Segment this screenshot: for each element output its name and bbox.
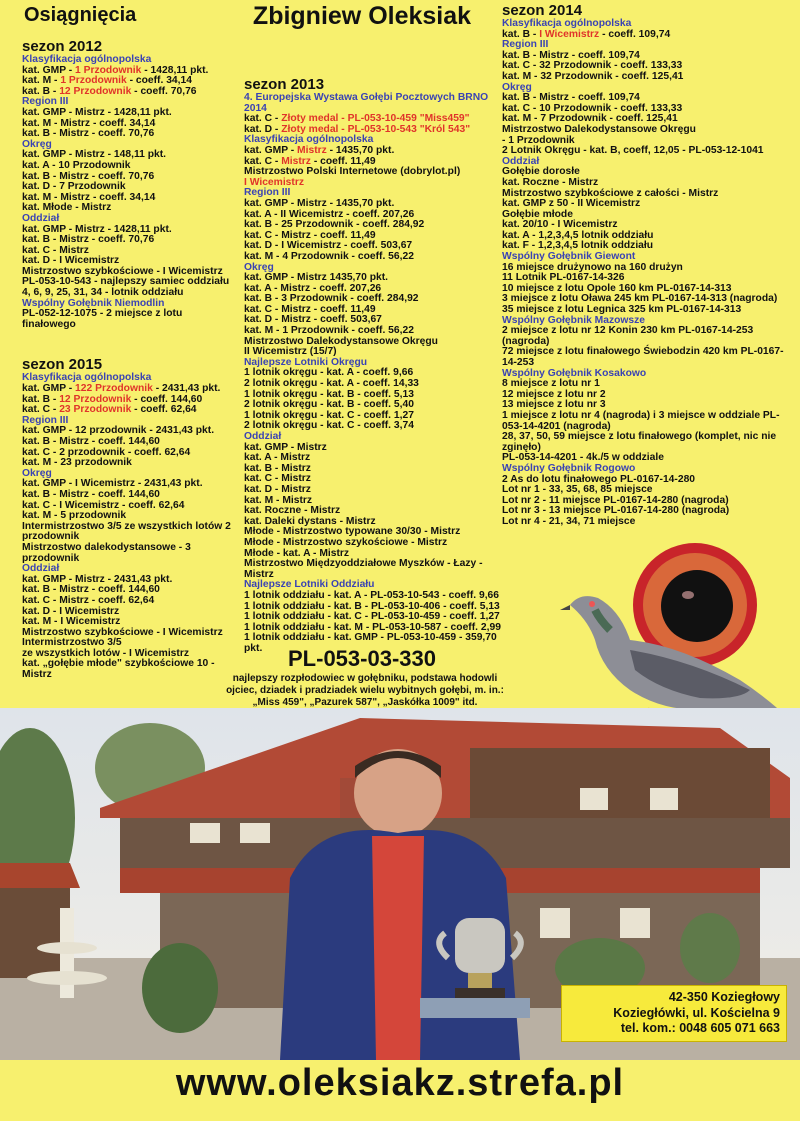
achievements-heading: Osiągnięcia bbox=[24, 4, 137, 26]
result-line: Lot nr 1 - 33, 35, 68, 85 miejsce bbox=[502, 484, 653, 496]
section-heading: Wspólny Gołębnik Kosakowo bbox=[502, 367, 647, 379]
result-line: kat. B - Mistrz - coeff. 70,76 bbox=[22, 234, 155, 246]
result-line: kat. Daleki dystans - Mistrz bbox=[244, 515, 376, 527]
result-line: Młode - Mistrzostwo typowane 30/30 - Mistrz bbox=[244, 526, 461, 538]
result-line: kat. M - I Wicemistrz bbox=[22, 616, 121, 628]
result-line: PL-052-12-1075 - 2 miejsce z lotu finałowego bbox=[22, 308, 186, 330]
result-line: 1 lotnik oddziału - kat. B - PL-053-10-406 - coeff. 5,13 bbox=[244, 600, 500, 612]
result-line: kat. B - Mistrz - coeff. 144,60 bbox=[22, 488, 160, 500]
result-line: 2 lotnik okręgu - kat. A - coeff. 14,33 bbox=[244, 378, 419, 390]
section-heading: Najlepsze Lotniki Oddziału bbox=[244, 579, 375, 591]
section-heading: Wspólny Gołębnik Giewont bbox=[502, 251, 636, 263]
result-line: kat. GMP - Mistrz - 1435,70 pkt. bbox=[244, 197, 395, 209]
section-heading: Oddział bbox=[244, 431, 282, 442]
section-heading: Oddział bbox=[22, 563, 60, 575]
result-line: kat. B - Mistrz bbox=[244, 462, 311, 474]
result-line: kat. B - Mistrz - coeff. 109,74 bbox=[502, 49, 640, 61]
result-line: kat. C - Mistrz bbox=[22, 244, 89, 256]
result-line: kat. B - Mistrz - coeff. 70,76 bbox=[22, 170, 155, 182]
result-line: kat. Roczne - Mistrz bbox=[502, 176, 599, 188]
result-line: kat. GMP - 12 przodownik - 2431,43 pkt. bbox=[22, 425, 215, 437]
season-heading: sezon 2013 bbox=[244, 76, 325, 93]
result-line: ze wszystkich lotów - I Wicemistrz bbox=[22, 647, 189, 659]
result-line: 3 miejsce z lotu Oława 245 km PL-0167-14-313 (nagroda) bbox=[502, 293, 778, 305]
result-line: kat. M - 1 Przodownik - coeff. 34,14 bbox=[22, 75, 192, 87]
section-heading: Okręg bbox=[502, 81, 532, 93]
result-line: kat. D - I Wicemistrz bbox=[22, 605, 120, 617]
result-line: kat. M - Mistrz - coeff. 34,14 bbox=[22, 117, 156, 129]
result-line: kat. GMP - Mistrz - 2431,43 pkt. bbox=[22, 573, 173, 585]
result-line: Intermistrzostwo 3/5 ze wszystkich lotów 2 przodownik bbox=[22, 520, 234, 543]
result-line: 1 lotnik oddziału - kat. GMP - PL-053-10-459 - 359,70 pkt. bbox=[244, 632, 500, 654]
result-line: 11 Lotnik PL-0167-14-326 bbox=[502, 272, 625, 284]
result-line: 35 miejsce z lotu Legnica 325 km PL-0167-14-313 bbox=[502, 304, 742, 316]
result-line: Mistrzostwo Dalekodystansowe Okręgu bbox=[502, 123, 696, 135]
result-line: kat. D - I Wicemistrz bbox=[22, 255, 120, 267]
result-line: kat. B - 12 Przodownik - coeff. 70,76 bbox=[22, 85, 197, 97]
result-line: 1 miejsce z lotu nr 4 (nagroda) i 3 miejsce w oddziale PL-053-14-4201 (nagroda) bbox=[502, 409, 780, 432]
column-middle bbox=[244, 76, 512, 654]
result-line: Mistrzostwo Polski Internetowe (dobrylot.pl) bbox=[244, 166, 461, 178]
result-line: kat. C - 10 Przodownik - coeff. 133,33 bbox=[502, 102, 683, 114]
section-heading: Region III bbox=[22, 414, 69, 426]
result-line: kat. C - 2 przodownik - coeff. 62,64 bbox=[22, 446, 191, 458]
result-line: kat. M - 32 Przodownik - coeff. 125,41 bbox=[502, 70, 684, 82]
result-line: kat. GMP - Mistrz bbox=[244, 441, 327, 453]
result-line: 2 As do lotu finałowego PL-0167-14-280 bbox=[502, 473, 696, 485]
result-line: 2 lotnik okręgu - kat. C - coeff. 3,74 bbox=[244, 420, 414, 432]
result-line: 4, 6, 9, 25, 31, 34 - lotnik oddziału bbox=[22, 287, 184, 299]
result-line: 12 miejsce z lotu nr 2 bbox=[502, 388, 606, 400]
result-line: kat. GMP - 1 Przodownik - 1428,11 pkt. bbox=[22, 64, 209, 76]
result-line: 72 miejsce z lotu finałowego Świebodzin 420 km PL-0167-14-253 bbox=[502, 346, 784, 368]
result-line: kat. D - I Wicemistrz - coeff. 503,67 bbox=[244, 240, 413, 252]
section-heading: Klasyfikacja ogólnopolska bbox=[502, 18, 632, 29]
result-line: 1 lotnik oddziału - kat. M - PL-053-10-587 - coeff. 2,99 bbox=[244, 621, 501, 633]
result-line: kat. D - Mistrz - coeff. 503,67 bbox=[244, 314, 382, 326]
section-heading: Klasyfikacja ogólnopolska bbox=[244, 134, 374, 146]
result-line: kat. „gołębie młode" szybkościowe 10 - Mistrz bbox=[22, 658, 218, 681]
address-postcode: 42-350 Koziegłowy bbox=[668, 990, 780, 1004]
result-line: kat. C - Mistrz - coeff. 11,49 bbox=[244, 155, 376, 167]
result-line: kat. F - 1,2,3,4,5 lotnik oddziału bbox=[502, 240, 654, 252]
result-line: kat. C - 32 Przodownik - coeff. 133,33 bbox=[502, 60, 683, 72]
result-line: 10 miejsce z lotu Opole 160 km PL-0167-14-313 bbox=[502, 282, 732, 294]
section-heading: Okręg bbox=[22, 467, 52, 479]
result-line: Mistrzostwo Dalekodystansowe Okręgu bbox=[244, 335, 438, 347]
result-line: I Wicemistrz bbox=[244, 176, 304, 188]
section-heading: Okręg bbox=[244, 261, 274, 273]
result-line: kat. C - Mistrz - coeff. 11,49 bbox=[244, 303, 376, 315]
result-line: kat. B - Mistrz - coeff. 109,74 bbox=[502, 92, 640, 104]
season-heading: sezon 2012 bbox=[22, 38, 103, 55]
result-line: kat. GMP - 122 Przodownik - 2431,43 pkt. bbox=[22, 383, 221, 395]
result-line: kat. M - 4 Przodownik - coeff. 56,22 bbox=[244, 250, 414, 262]
result-line: kat. B - Mistrz - coeff. 144,60 bbox=[22, 584, 160, 596]
result-line: 13 miejsce z lotu nr 3 bbox=[502, 399, 606, 411]
season-heading: sezon 2015 bbox=[22, 356, 103, 374]
section-heading: Okręg bbox=[22, 138, 52, 150]
result-line: Mistrzostwo szybkościowe - I Wicemistrz bbox=[22, 265, 223, 277]
result-line: kat. GMP - Mistrz - 148,11 pkt. bbox=[22, 149, 167, 161]
result-line: Młode - Mistrzostwo szykościowe - Mistrz bbox=[244, 536, 448, 548]
result-line: kat. A - 10 Przodownik bbox=[22, 159, 131, 171]
result-line: Intermistrzostwo 3/5 bbox=[22, 637, 122, 649]
website-url[interactable]: www.oleksiakz.strefa.pl bbox=[175, 1062, 625, 1104]
result-line: 2 miejsce z lotu nr 12 Konin 230 km PL-0167-14-253 (nagroda) bbox=[502, 325, 757, 347]
result-line: kat. M - 7 Przodownik - coeff. 125,41 bbox=[502, 113, 678, 125]
result-line: kat. B - 25 Przodownik - coeff. 284,92 bbox=[244, 219, 425, 231]
result-line: 2 lotnik okręgu - kat. B - coeff. 5,40 bbox=[244, 399, 414, 411]
breeder-description: najlepszy rozpłodowiec w gołębniku, podstawa hodowli ojciec, dziadek i pradziadek wielu wybitnych gołębi, m. in.: „Miss 459", „Pazurek 587", „Jaskółka 1009" itd. bbox=[226, 673, 504, 708]
section-heading: Oddział bbox=[22, 212, 60, 224]
result-line: Mistrzostwo Międzyoddziałowe Myszków - Łazy - Mistrz bbox=[244, 558, 486, 580]
result-line: II Wicemistrz (15/7) bbox=[244, 346, 337, 358]
result-line: kat. GMP - Mistrz - 1428,11 pkt. bbox=[22, 106, 172, 118]
result-line: kat. C - Mistrz - coeff. 11,49 bbox=[244, 229, 376, 241]
result-line: 1 lotnik okręgu - kat. B - coeff. 5,13 bbox=[244, 388, 414, 400]
breeder-name: Zbigniew Oleksiak bbox=[252, 2, 472, 30]
result-line: 1 lotnik okręgu - kat. C - coeff. 1,27 bbox=[244, 409, 414, 421]
result-line: kat. GMP - Mistrz - 1435,70 pkt. bbox=[244, 144, 395, 156]
result-line: kat. D - Złoty medal - PL-053-10-543 "Król 543" bbox=[244, 123, 471, 135]
result-line: 16 miejsce drużynowo na 160 drużyn bbox=[502, 261, 683, 273]
result-line: kat. B - 12 Przodownik - coeff. 144,60 bbox=[22, 393, 203, 405]
result-line: Mistrzostwo szybkościowe z całości - Mistrz bbox=[502, 187, 719, 199]
result-line: kat. D - Mistrz bbox=[244, 483, 311, 495]
address-street: Koziegłówki, ul. Kościelna 9 bbox=[613, 1005, 780, 1020]
result-line: Lot nr 2 - 11 miejsce PL-0167-14-280 (nagroda) bbox=[502, 494, 729, 506]
result-line: kat. M - Mistrz bbox=[244, 494, 313, 506]
section-heading: Oddział bbox=[502, 155, 540, 167]
section-heading: Wspólny Gołębnik Rogowo bbox=[502, 462, 636, 474]
result-line: Młode - kat. A - Mistrz bbox=[244, 547, 350, 559]
address-phone: tel. kom.: 0048 605 071 663 bbox=[620, 1021, 780, 1035]
result-line: Lot nr 3 - 13 miejsce PL-0167-14-280 (nagroda) bbox=[502, 505, 730, 517]
section-heading: Wspólny Gołębnik Niemodlin bbox=[22, 297, 165, 309]
result-line: kat. A - Mistrz - coeff. 207,26 bbox=[244, 282, 382, 294]
result-line: Mistrzostwo szybkościowe - I Wicemistrz bbox=[22, 626, 223, 638]
result-line: PL-053-10-543 - najlepszy samiec oddziału bbox=[22, 276, 230, 288]
result-line: 1 lotnik oddziału - kat. A - PL-053-10-543 - coeff. 9,66 bbox=[244, 589, 500, 601]
result-line: kat. A - 1,2,3,4,5 lotnik oddziału bbox=[502, 229, 654, 241]
result-line: kat. GMP - I Wicemistrz - 2431,43 pkt. bbox=[22, 478, 203, 490]
result-line: kat. C - 23 Przodownik - coeff. 62,64 bbox=[22, 404, 197, 416]
season-heading: sezon 2014 bbox=[502, 2, 583, 19]
result-line: Mistrzostwo dalekodystansowe - 3 przodownik bbox=[22, 541, 194, 564]
section-heading: Region III bbox=[22, 96, 69, 108]
section-heading: Klasyfikacja ogólnopolska bbox=[22, 54, 152, 65]
result-line: kat. M - Mistrz - coeff. 34,14 bbox=[22, 191, 156, 203]
result-line: kat. A - II Wicemistrz - coeff. 207,26 bbox=[244, 208, 415, 220]
result-line: Lot nr 4 - 21, 34, 71 miejsce bbox=[502, 515, 636, 527]
result-line: kat. B - Mistrz - coeff. 70,76 bbox=[22, 128, 155, 140]
result-line: Gołębie młode bbox=[502, 208, 573, 220]
result-line: kat. C - I Wicemistrz - coeff. 62,64 bbox=[22, 499, 185, 511]
result-line: kat. GMP - Mistrz 1435,70 pkt. bbox=[244, 272, 389, 284]
result-line: - 1 Przodownik bbox=[502, 134, 575, 146]
result-line: kat. M - 1 Przodownik - coeff. 56,22 bbox=[244, 325, 414, 337]
result-line: Gołębie dorosłe bbox=[502, 166, 580, 178]
result-line: 1 lotnik okręgu - kat. A - coeff. 9,66 bbox=[244, 367, 414, 379]
result-line: 1 lotnik oddziału - kat. C - PL-053-10-459 - coeff. 1,27 bbox=[244, 611, 500, 623]
result-line: kat. Roczne - Mistrz bbox=[244, 505, 341, 517]
section-heading: Region III bbox=[244, 187, 291, 199]
result-line: PL-053-14-4201 - 4k./5 w oddziale bbox=[502, 452, 664, 464]
result-line: kat. GMP z 50 - II Wicemistrz bbox=[502, 198, 641, 210]
result-line: kat. GMP - Mistrz - 1428,11 pkt. bbox=[22, 223, 172, 235]
result-line: kat. C - Mistrz bbox=[244, 473, 311, 485]
section-heading: 4. Europejska Wystawa Gołębi Pocztowych BRNO 2014 bbox=[244, 92, 492, 114]
result-line: 2 Lotnik Okręgu - kat. B, coeff, 12,05 - PL-053-12-1041 bbox=[502, 145, 764, 157]
section-heading: Region III bbox=[502, 39, 549, 51]
result-line: kat. C - Mistrz - coeff. 62,64 bbox=[22, 594, 155, 606]
section-heading: Najlepsze Lotniki Okręgu bbox=[244, 356, 368, 368]
result-line: kat. Młode - Mistrz bbox=[22, 202, 112, 214]
column-left bbox=[22, 38, 237, 681]
result-line: 8 miejsce z lotu nr 1 bbox=[502, 378, 600, 390]
result-line: kat. 20/10 - I Wicemistrz bbox=[502, 219, 618, 231]
result-line: kat. M - 5 przodownik bbox=[22, 510, 127, 522]
result-line: kat. D - 7 Przodownik bbox=[22, 181, 126, 193]
result-line: kat. A - Mistrz bbox=[244, 452, 311, 464]
result-line: 28, 37, 50, 59 miejsce z lotu finałowego (komplet, nic nie zginęło) bbox=[502, 431, 779, 453]
ring-number: PL-053-03-330 bbox=[288, 646, 436, 671]
result-line: kat. M - 23 przodownik bbox=[22, 457, 132, 469]
section-heading: Wspólny Gołębnik Mazowsze bbox=[502, 314, 646, 326]
address-box bbox=[561, 985, 787, 1042]
result-line: kat. B - I Wicemistrz - coeff. 109,74 bbox=[502, 28, 671, 40]
result-line: kat. C - Złoty medal - PL-053-10-459 "Miss459" bbox=[244, 113, 470, 125]
result-line: kat. B - Mistrz - coeff. 144,60 bbox=[22, 436, 160, 447]
column-right bbox=[502, 2, 792, 528]
result-line: kat. B - 3 Przodownik - coeff. 284,92 bbox=[244, 293, 419, 305]
section-heading: Klasyfikacja ogólnopolska bbox=[22, 372, 152, 384]
